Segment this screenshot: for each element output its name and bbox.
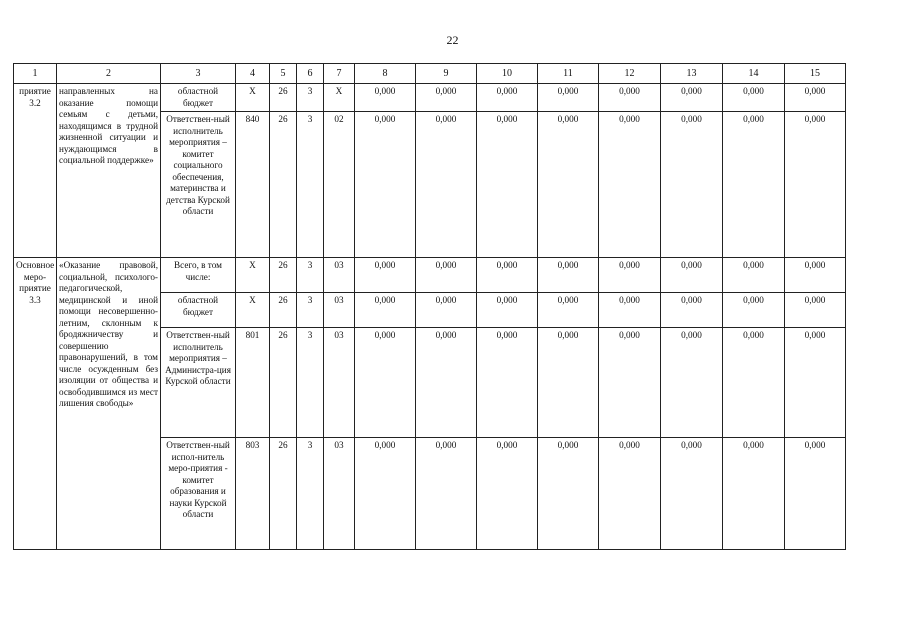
col-header: 7 <box>324 64 355 84</box>
value-cell: 0,000 <box>661 328 723 438</box>
table-cell: 03 <box>324 328 355 438</box>
value-cell: 0,000 <box>355 438 416 550</box>
col-header: 11 <box>538 64 599 84</box>
value-cell: 0,000 <box>416 112 477 258</box>
value-cell: 0,000 <box>661 84 723 112</box>
col-header: 3 <box>161 64 236 84</box>
col-header: 13 <box>661 64 723 84</box>
value-cell: 0,000 <box>416 293 477 328</box>
value-cell: 0,000 <box>477 438 538 550</box>
col-header: 10 <box>477 64 538 84</box>
value-cell: 0,000 <box>723 258 785 293</box>
value-cell: 0,000 <box>599 112 661 258</box>
value-cell: 0,000 <box>661 438 723 550</box>
value-cell: 0,000 <box>599 438 661 550</box>
value-cell: 0,000 <box>477 84 538 112</box>
table-cell: 3 <box>297 328 324 438</box>
value-cell: 0,000 <box>599 293 661 328</box>
value-cell: 0,000 <box>538 112 599 258</box>
col-header: 4 <box>236 64 270 84</box>
value-cell: 0,000 <box>477 258 538 293</box>
table-cell: 03 <box>324 258 355 293</box>
value-cell: 0,000 <box>416 328 477 438</box>
budget-table <box>13 63 846 550</box>
value-cell: 0,000 <box>477 328 538 438</box>
value-cell: 0,000 <box>661 112 723 258</box>
value-cell: 0,000 <box>538 293 599 328</box>
table-cell: 26 <box>270 258 297 293</box>
table-cell: 02 <box>324 112 355 258</box>
event-type-cell: Основное меро-приятие 3.3 <box>14 258 57 550</box>
value-cell: 0,000 <box>538 84 599 112</box>
col-header: 1 <box>14 64 57 84</box>
value-cell: 0,000 <box>416 258 477 293</box>
col-header: 12 <box>599 64 661 84</box>
event-type-cell: приятие 3.2 <box>14 84 57 258</box>
col-header: 14 <box>723 64 785 84</box>
value-cell: 0,000 <box>538 328 599 438</box>
table-cell: Х <box>236 293 270 328</box>
table-cell: 801 <box>236 328 270 438</box>
funding-source-cell: Ответствен-ный исполнитель мероприятия – Администра-ция Курской области <box>161 328 236 438</box>
value-cell: 0,000 <box>723 84 785 112</box>
table-cell: 3 <box>297 438 324 550</box>
table-row <box>14 258 846 293</box>
value-cell: 0,000 <box>355 328 416 438</box>
table-cell: 3 <box>297 293 324 328</box>
col-header: 9 <box>416 64 477 84</box>
table-cell: 803 <box>236 438 270 550</box>
table-cell: 26 <box>270 112 297 258</box>
value-cell: 0,000 <box>661 293 723 328</box>
col-header: 8 <box>355 64 416 84</box>
header-row <box>14 64 846 84</box>
funding-source-cell: Ответствен-ный исполнитель мероприятия – комитет социального обеспечения, материнства и детства Курской области <box>161 112 236 258</box>
col-header: 6 <box>297 64 324 84</box>
value-cell: 0,000 <box>355 258 416 293</box>
table-cell: 3 <box>297 84 324 112</box>
funding-source-cell: Ответствен-ный испол-нитель меро-приятия - комитет образования и науки Курской области <box>161 438 236 550</box>
value-cell: 0,000 <box>416 438 477 550</box>
value-cell: 0,000 <box>599 328 661 438</box>
table-cell: 26 <box>270 438 297 550</box>
table-row <box>14 84 846 112</box>
value-cell: 0,000 <box>477 293 538 328</box>
value-cell: 0,000 <box>416 84 477 112</box>
table-cell: 03 <box>324 293 355 328</box>
value-cell: 0,000 <box>723 328 785 438</box>
table-cell: 03 <box>324 438 355 550</box>
value-cell: 0,000 <box>785 438 846 550</box>
value-cell: 0,000 <box>785 328 846 438</box>
value-cell: 0,000 <box>538 258 599 293</box>
table-cell: 26 <box>270 328 297 438</box>
value-cell: 0,000 <box>723 293 785 328</box>
col-header: 2 <box>57 64 161 84</box>
page-number: 22 <box>446 33 459 47</box>
funding-source-cell: областной бюджет <box>161 84 236 112</box>
value-cell: 0,000 <box>355 84 416 112</box>
table-cell: 26 <box>270 293 297 328</box>
value-cell: 0,000 <box>723 112 785 258</box>
table-cell: 3 <box>297 258 324 293</box>
table-cell: Х <box>236 258 270 293</box>
value-cell: 0,000 <box>785 84 846 112</box>
event-name-cell: направленных на оказание помощи семьям с детьми, находящимся в трудной жизненной ситуации и нуждающимся в социальной поддержке» <box>57 84 161 258</box>
value-cell: 0,000 <box>785 258 846 293</box>
funding-source-cell: областной бюджет <box>161 293 236 328</box>
value-cell: 0,000 <box>355 293 416 328</box>
value-cell: 0,000 <box>538 438 599 550</box>
table-cell: 840 <box>236 112 270 258</box>
value-cell: 0,000 <box>355 112 416 258</box>
value-cell: 0,000 <box>477 112 538 258</box>
table-cell: Х <box>324 84 355 112</box>
event-name-cell: «Оказание правовой, социальной, психолого-педагогической, медицинской и иной помощи несовершенно-летним, склонным к бродяжничеству и совершению правонарушений, в том числе осужденным без изоляции от общества и освободившимся из мест лишения свободы» <box>57 258 161 550</box>
funding-source-cell: Всего, в том числе: <box>161 258 236 293</box>
table-cell: Х <box>236 84 270 112</box>
value-cell: 0,000 <box>661 258 723 293</box>
value-cell: 0,000 <box>599 258 661 293</box>
value-cell: 0,000 <box>785 293 846 328</box>
col-header: 15 <box>785 64 846 84</box>
table-cell: 3 <box>297 112 324 258</box>
value-cell: 0,000 <box>785 112 846 258</box>
value-cell: 0,000 <box>599 84 661 112</box>
value-cell: 0,000 <box>723 438 785 550</box>
table-cell: 26 <box>270 84 297 112</box>
col-header: 5 <box>270 64 297 84</box>
